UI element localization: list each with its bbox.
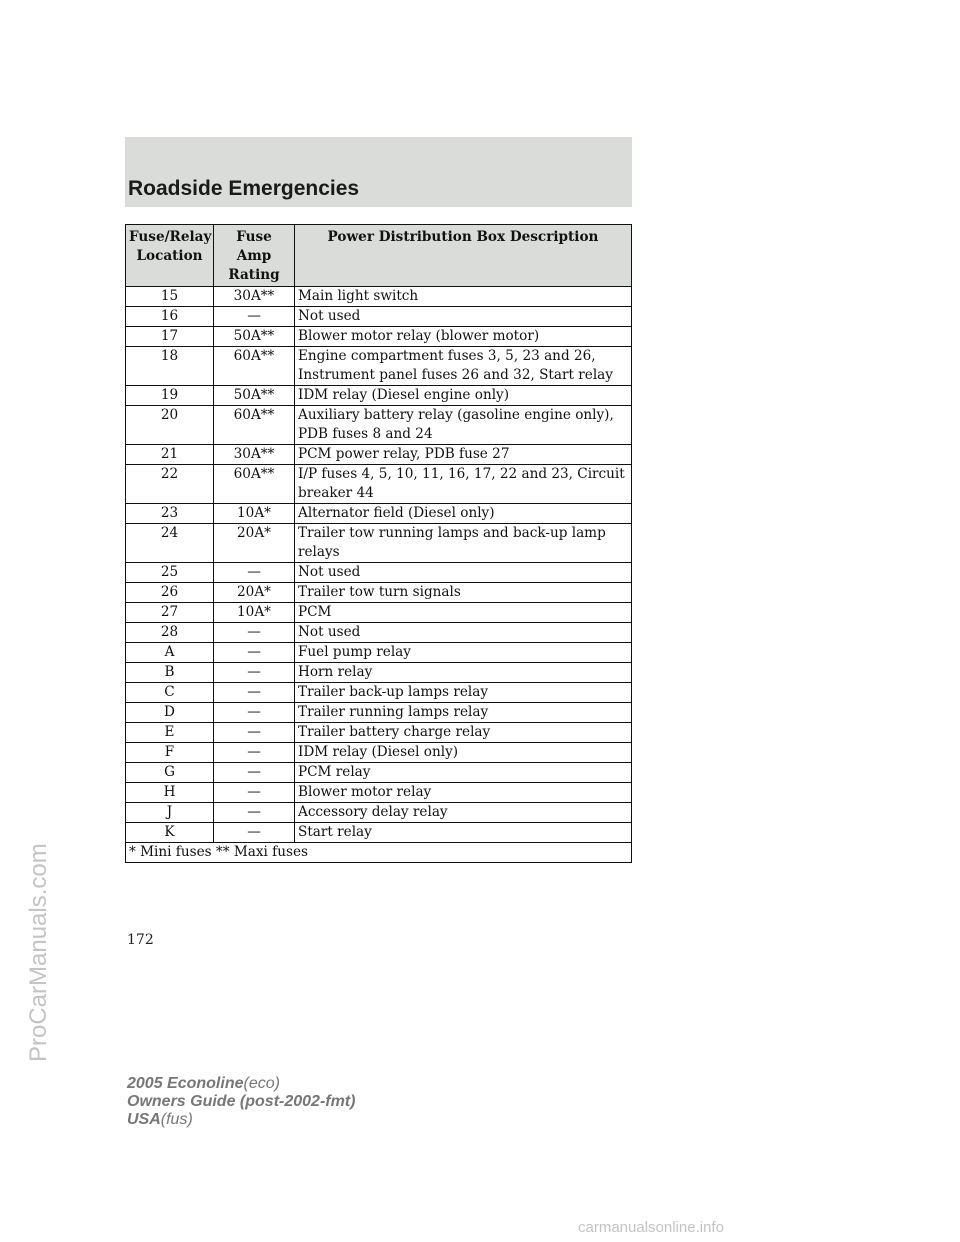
cell-rating: — — [214, 703, 295, 723]
cell-description: Trailer tow running lamps and back-up lamp relays — [295, 524, 632, 563]
cell-rating: — — [214, 563, 295, 583]
cell-description: Trailer back-up lamps relay — [295, 683, 632, 703]
table-row — [126, 603, 632, 623]
cell-rating: 50A** — [214, 386, 295, 406]
cell-location: 18 — [126, 347, 214, 386]
cell-rating: — — [214, 783, 295, 803]
table-body — [126, 287, 632, 843]
cell-location: 20 — [126, 406, 214, 445]
cell-rating: — — [214, 307, 295, 327]
cell-rating: — — [214, 763, 295, 783]
cell-rating: 30A** — [214, 445, 295, 465]
cell-rating: — — [214, 823, 295, 843]
cell-location: F — [126, 743, 214, 763]
table-row — [126, 524, 632, 563]
cell-rating: — — [214, 643, 295, 663]
cell-location: 26 — [126, 583, 214, 603]
section-header — [125, 137, 632, 207]
cell-location: E — [126, 723, 214, 743]
cell-description: Horn relay — [295, 663, 632, 683]
cell-rating: 10A* — [214, 603, 295, 623]
section-title: Roadside Emergencies — [128, 177, 360, 200]
cell-description: Trailer running lamps relay — [295, 703, 632, 723]
page-number: 172 — [127, 932, 154, 948]
cell-rating: 30A** — [214, 287, 295, 307]
column-header-description: Power Distribution Box Description — [295, 225, 632, 287]
cell-rating: — — [214, 803, 295, 823]
cell-rating: — — [214, 663, 295, 683]
table-row — [126, 504, 632, 524]
fuse-table — [125, 224, 632, 863]
table-row — [126, 723, 632, 743]
cell-description: Trailer battery charge relay — [295, 723, 632, 743]
cell-location: 28 — [126, 623, 214, 643]
cell-location: D — [126, 703, 214, 723]
cell-location: K — [126, 823, 214, 843]
cell-location: 22 — [126, 465, 214, 504]
cell-description: Blower motor relay (blower motor) — [295, 327, 632, 347]
cell-description: Not used — [295, 307, 632, 327]
cell-rating: 10A* — [214, 504, 295, 524]
table-row — [126, 763, 632, 783]
table-row — [126, 663, 632, 683]
cell-description: PCM — [295, 603, 632, 623]
table-header-row — [126, 225, 632, 287]
table-row — [126, 683, 632, 703]
cell-description: PCM relay — [295, 763, 632, 783]
cell-location: 27 — [126, 603, 214, 623]
cell-location: C — [126, 683, 214, 703]
cell-description: PCM power relay, PDB fuse 27 — [295, 445, 632, 465]
cell-location: 25 — [126, 563, 214, 583]
cell-description: IDM relay (Diesel engine only) — [295, 386, 632, 406]
watermark-bottom: carmanualsonline.info — [578, 1219, 724, 1236]
table-row — [126, 465, 632, 504]
table-row — [126, 445, 632, 465]
cell-rating: — — [214, 723, 295, 743]
cell-description: Not used — [295, 563, 632, 583]
cell-rating: 50A** — [214, 327, 295, 347]
table-footnote-row — [126, 843, 632, 863]
cell-location: 21 — [126, 445, 214, 465]
table-row — [126, 783, 632, 803]
table-row — [126, 406, 632, 445]
table-row — [126, 823, 632, 843]
table-row — [126, 347, 632, 386]
table-row — [126, 583, 632, 603]
cell-description: Fuel pump relay — [295, 643, 632, 663]
cell-description: Engine compartment fuses 3, 5, 23 and 26, Instrument panel fuses 26 and 32, Start relay — [295, 347, 632, 386]
cell-description: Accessory delay relay — [295, 803, 632, 823]
table-row — [126, 643, 632, 663]
cell-location: H — [126, 783, 214, 803]
cell-location: 19 — [126, 386, 214, 406]
footer-model: 2005 Econoline — [127, 1075, 244, 1092]
cell-location: 24 — [126, 524, 214, 563]
footer-guide: Owners Guide (post-2002-fmt) — [127, 1093, 356, 1110]
table-row — [126, 563, 632, 583]
cell-rating: — — [214, 743, 295, 763]
table-row — [126, 287, 632, 307]
table-row — [126, 386, 632, 406]
cell-rating: 20A* — [214, 524, 295, 563]
cell-description: Start relay — [295, 823, 632, 843]
cell-description: Auxiliary battery relay (gasoline engine only), PDB fuses 8 and 24 — [295, 406, 632, 445]
table-row — [126, 623, 632, 643]
cell-rating: 20A* — [214, 583, 295, 603]
footer-market-code: (fus) — [160, 1111, 193, 1128]
table-row — [126, 703, 632, 723]
table-row — [126, 743, 632, 763]
column-header-rating: Fuse Amp Rating — [214, 225, 295, 287]
column-header-location: Fuse/Relay Location — [126, 225, 214, 287]
footer-model-code: (eco) — [243, 1075, 280, 1092]
table-row — [126, 327, 632, 347]
watermark-left: ProCarManuals.com — [25, 843, 52, 1062]
cell-location: 15 — [126, 287, 214, 307]
cell-description: I/P fuses 4, 5, 10, 11, 16, 17, 22 and 23, Circuit breaker 44 — [295, 465, 632, 504]
cell-location: B — [126, 663, 214, 683]
cell-location: A — [126, 643, 214, 663]
cell-rating: 60A** — [214, 465, 295, 504]
cell-rating: 60A** — [214, 347, 295, 386]
table-footnote: * Mini fuses ** Maxi fuses — [126, 843, 632, 863]
cell-description: Trailer tow turn signals — [295, 583, 632, 603]
footer-market: USA — [127, 1111, 161, 1128]
cell-location: 23 — [126, 504, 214, 524]
cell-description: Blower motor relay — [295, 783, 632, 803]
cell-description: IDM relay (Diesel only) — [295, 743, 632, 763]
cell-rating: — — [214, 623, 295, 643]
cell-location: 17 — [126, 327, 214, 347]
cell-location: 16 — [126, 307, 214, 327]
table-row — [126, 803, 632, 823]
cell-location: J — [126, 803, 214, 823]
table-row — [126, 307, 632, 327]
document-footer — [127, 1075, 355, 1129]
cell-description: Alternator field (Diesel only) — [295, 504, 632, 524]
cell-description: Not used — [295, 623, 632, 643]
cell-rating: — — [214, 683, 295, 703]
cell-rating: 60A** — [214, 406, 295, 445]
cell-location: G — [126, 763, 214, 783]
cell-description: Main light switch — [295, 287, 632, 307]
